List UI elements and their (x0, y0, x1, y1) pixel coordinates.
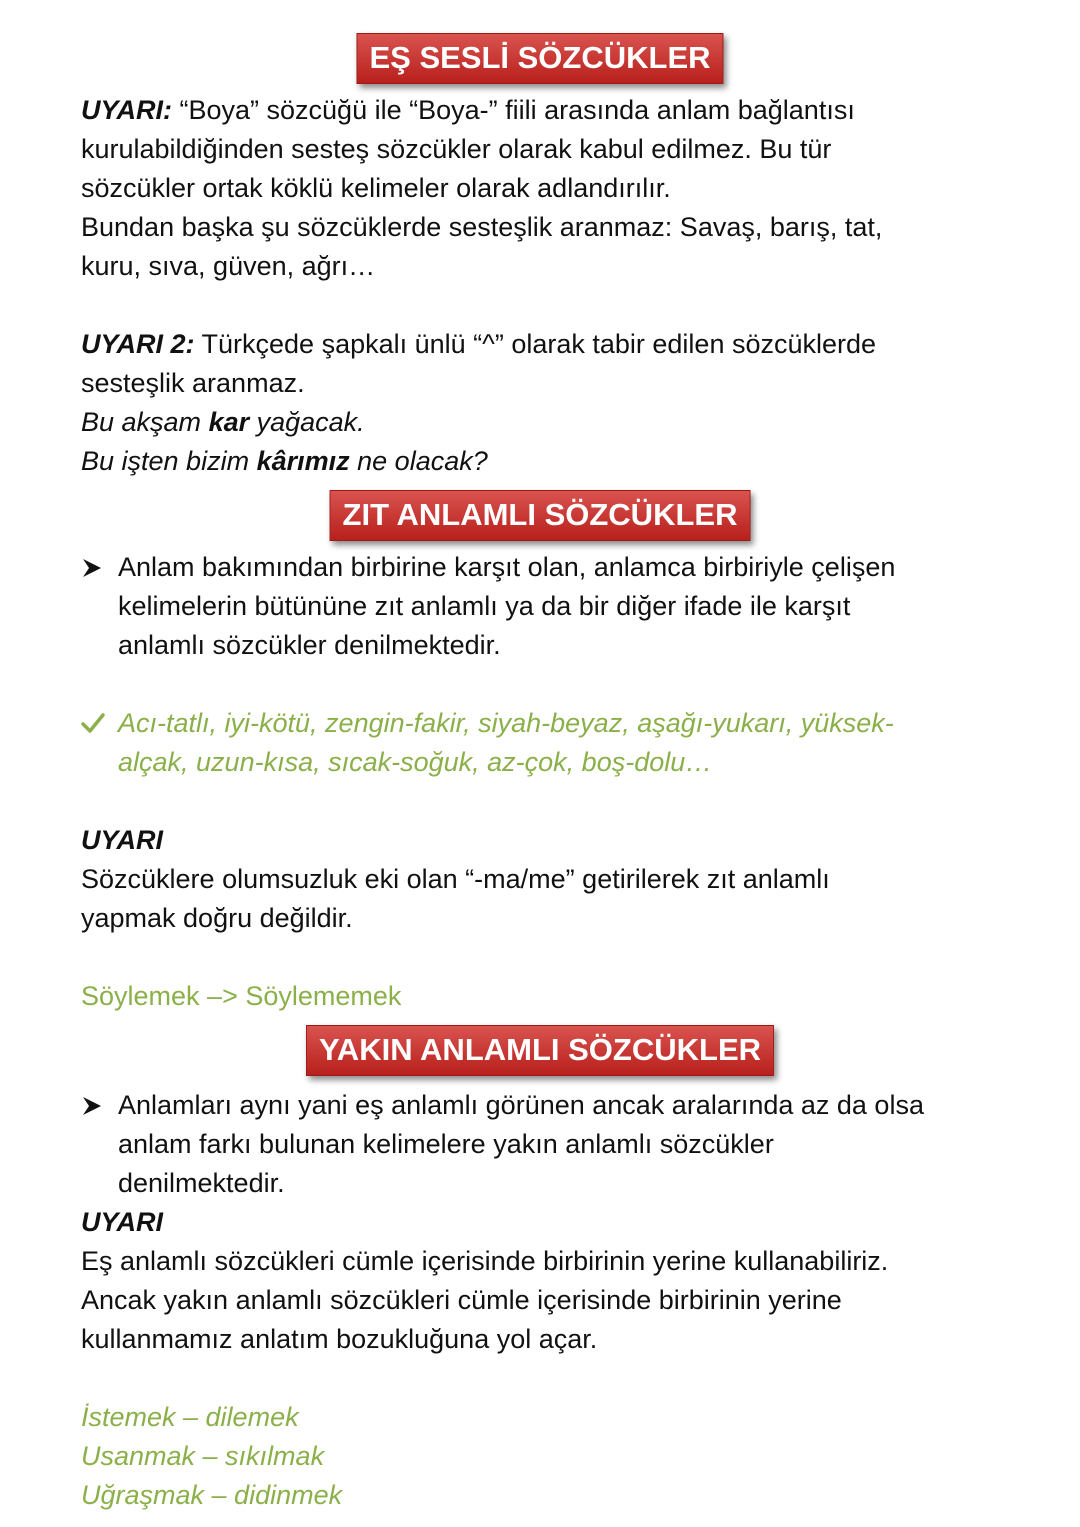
yakin-uyari-block (81, 1203, 1021, 1359)
heading-yakin-anlamli: YAKIN ANLAMLI SÖZCÜKLER (306, 1025, 774, 1076)
zit-definition-line: kelimelerin bütününe zıt anlamlı ya da bir diğer ifade ile karşıt (118, 591, 851, 621)
zit-definition-line: Anlam bakımından birbirine karşıt olan, anlamca birbiriyle çelişen (118, 552, 896, 582)
uyari2-example-2 (81, 442, 1021, 481)
yakin-definition-line: denilmektedir. (118, 1168, 285, 1198)
yakin-definition-line: anlam farkı bulunan kelimelere yakın anlamlı sözcükler (118, 1129, 774, 1159)
arrow-bullet-icon (81, 548, 111, 590)
uyari1-line: sözcükler ortak köklü kelimeler olarak adlandırılır. (81, 173, 671, 203)
yakin-example-line: Uğraşmak – didinmek (81, 1480, 343, 1510)
zit-uyari-line: Sözcüklere olumsuzluk eki olan “-ma/me” getirilerek zıt anlamlı (81, 864, 830, 894)
uyari2-block (81, 325, 1021, 481)
yakin-definition-bullet (81, 1086, 1031, 1203)
checkmark-icon (81, 704, 111, 745)
yakin-definition-line: Anlamları aynı yani eş anlamlı görünen ancak aralarında az da olsa (118, 1090, 924, 1120)
yakin-uyari-line: kullanmamız anlatım bozukluğuna yol açar. (81, 1324, 598, 1354)
zit-example-line: alçak, uzun-kısa, sıcak-soğuk, az-çok, boş-dolu… (118, 747, 713, 777)
yakin-uyari-label: UYARI (81, 1207, 164, 1237)
yakin-example-line: İstemek – dilemek (81, 1402, 299, 1432)
zit-example-2: Söylemek –> Söylememek (81, 981, 402, 1011)
example-bold-word: kar (208, 407, 250, 437)
example-text: yağacak. (249, 407, 365, 437)
uyari2-line: sesteşlik aranmaz. (81, 368, 305, 398)
yakin-uyari-line: Eş anlamlı sözcükleri cümle içerisinde birbirinin yerine kullanabiliriz. (81, 1246, 889, 1276)
zit-uyari-block (81, 821, 1021, 938)
uyari1-line: “Boya” sözcüğü ile “Boya-” fiili arasında anlam bağlantısı (172, 95, 855, 125)
heading-es-sesli: EŞ SESLİ SÖZCÜKLER (356, 33, 723, 84)
uyari1-label: UYARI: (81, 95, 172, 125)
uyari2-label: UYARI 2: (81, 329, 195, 359)
zit-definition-line: anlamlı sözcükler denilmektedir. (118, 630, 501, 660)
yakin-example-line: Usanmak – sıkılmak (81, 1441, 325, 1471)
uyari1-block (81, 91, 1021, 286)
example-text: Bu akşam (81, 407, 209, 437)
heading-zit-anlamli: ZIT ANLAMLI SÖZCÜKLER (330, 490, 751, 541)
example-bold-word: kârımız (256, 446, 350, 476)
zit-definition-bullet (81, 548, 1031, 665)
uyari1-line: kurulabildiğinden sesteş sözcükler olarak kabul edilmez. Bu tür (81, 134, 832, 164)
zit-example-line: Acı-tatlı, iyi-kötü, zengin-fakir, siyah-beyaz, aşağı-yukarı, yüksek- (118, 708, 894, 738)
example-text: Bu işten bizim (81, 446, 257, 476)
yakin-examples (81, 1398, 1021, 1515)
uyari2-line: Türkçede şapkalı ünlü “^” olarak tabir edilen sözcüklerde (194, 329, 877, 359)
uyari2-example-1 (81, 403, 1021, 442)
uyari1-line: Bundan başka şu sözcüklerde sesteşlik aranmaz: Savaş, barış, tat, (81, 212, 883, 242)
uyari1-line: kuru, sıva, güven, ağrı… (81, 251, 376, 281)
example-text: ne olacak? (349, 446, 488, 476)
yakin-uyari-line: Ancak yakın anlamlı sözcükleri cümle içerisinde birbirinin yerine (81, 1285, 842, 1315)
zit-uyari-line: yapmak doğru değildir. (81, 903, 353, 933)
zit-examples-bullet (81, 704, 1031, 782)
arrow-bullet-icon (81, 1086, 111, 1128)
zit-uyari-label: UYARI (81, 825, 164, 855)
